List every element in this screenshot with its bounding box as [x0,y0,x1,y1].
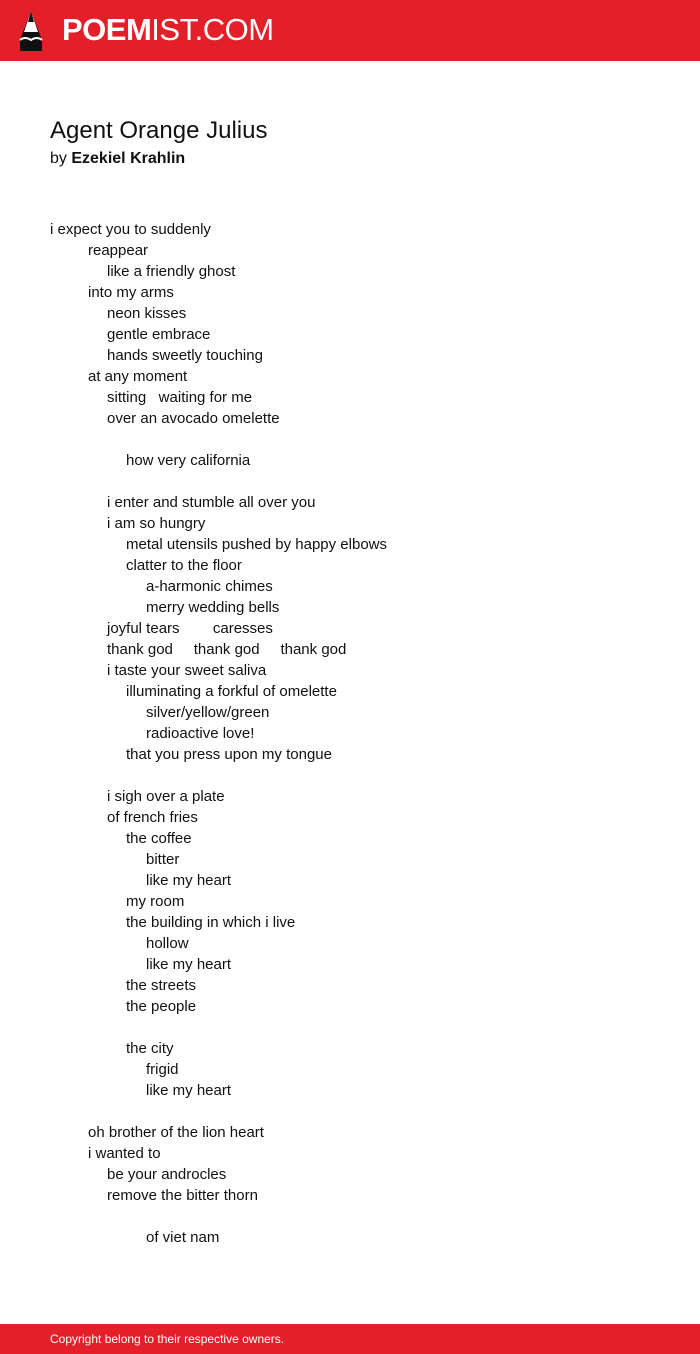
poem-line: how very california [126,452,251,469]
poem-line: the building in which i live [126,914,296,931]
poem-line: frigid [146,1061,179,1078]
poem-line: like my heart [146,956,232,973]
poem-line: at any moment [88,368,188,385]
byline [50,148,185,170]
poem-line: i sigh over a plate [107,788,225,805]
by-label: by [50,150,67,167]
poem-line: i wanted to [88,1145,161,1162]
poem-line: bitter [146,851,180,868]
copyright-text: Copyright belong to their respective owners. [50,1332,285,1346]
poem-line [50,429,650,450]
poem-line: like a friendly ghost [107,263,236,280]
poem-line: remove the bitter thorn [107,1187,258,1204]
poem-line: the streets [126,977,197,994]
poem-line: a-harmonic chimes [146,578,273,595]
poem-line [50,765,650,786]
poem-line: of viet nam [146,1229,220,1246]
poem-line: like my heart [146,872,232,889]
poem-line: oh brother of the lion heart [88,1124,264,1141]
poem-line: the coffee [126,830,192,847]
poem-line: metal utensils pushed by happy elbows [126,536,387,553]
poem-line: clatter to the floor [126,557,242,574]
poem-line: of french fries [107,809,198,826]
poem-line: into my arms [88,284,174,301]
poem-line: be your androcles [107,1166,227,1183]
poem-line: i am so hungry [107,515,206,532]
site-header [0,0,700,61]
poem-title: Agent Orange Julius [50,117,268,144]
poem-line: i taste your sweet saliva [107,662,267,679]
poem-line: like my heart [146,1082,232,1099]
poem-body [50,219,650,1248]
poem-line [50,471,650,492]
poem-line: the people [126,998,197,1015]
poem-line: gentle embrace [107,326,211,343]
poem-line: neon kisses [107,305,187,322]
logo-light-text: IST.COM [151,12,274,47]
poem-line: hollow [146,935,189,952]
poem-line [50,1017,650,1038]
logo-bold-text: POEM [62,12,152,47]
poem-line: hands sweetly touching [107,347,263,364]
pen-nib-icon[interactable] [18,10,44,52]
poem-line: silver/yellow/green [146,704,270,721]
poem-line: sitting waiting for me [107,389,253,406]
poem-line: the city [126,1040,174,1057]
site-footer [0,1324,700,1354]
poem-line: merry wedding bells [146,599,280,616]
poem-line: that you press upon my tongue [126,746,332,763]
poem-line [50,1206,650,1227]
poem-line [50,1101,650,1122]
poem-line: joyful tears caresses [107,620,273,637]
site-logo[interactable] [62,12,274,48]
poem-line: radioactive love! [146,725,255,742]
poem-line: i enter and stumble all over you [107,494,316,511]
poem-line: my room [126,893,185,910]
poem-line: reappear [88,242,149,259]
poem-line: i expect you to suddenly [50,221,211,238]
poem-line: illuminating a forkful of omelette [126,683,337,700]
author-name: Ezekiel Krahlin [71,150,186,167]
poem-line: over an avocado omelette [107,410,280,427]
poem-line: thank god thank god thank god [107,641,347,658]
